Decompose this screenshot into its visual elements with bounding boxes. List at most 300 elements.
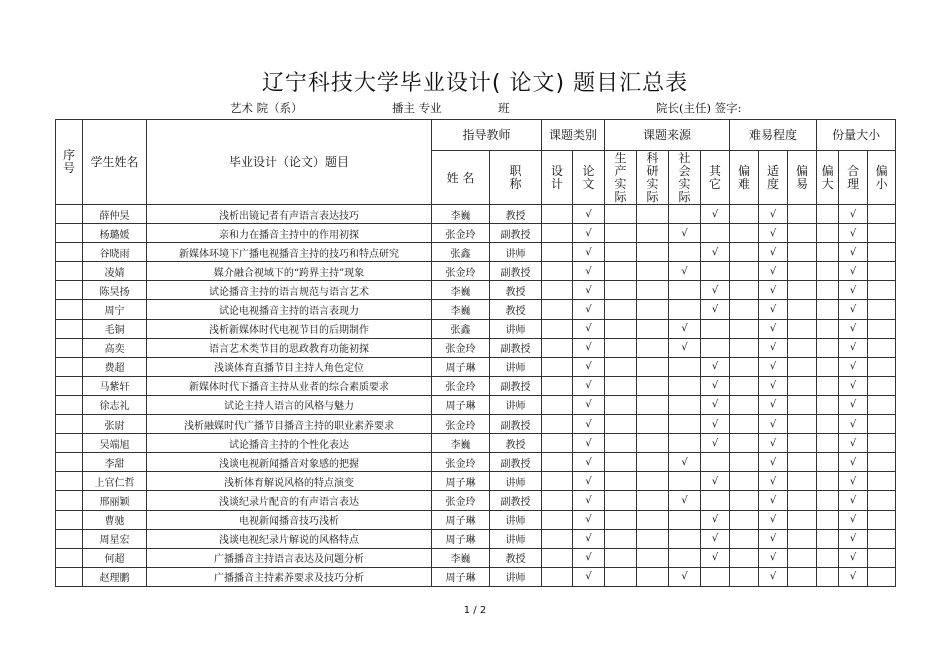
cell-workload-large (817, 453, 839, 472)
table-row (56, 453, 896, 472)
cell-workload-reasonable: √ (839, 319, 868, 338)
cell-advisor-name: 李巍 (432, 548, 490, 567)
cell-advisor-name: 张鑫 (432, 319, 490, 338)
cell-workload-reasonable: √ (839, 415, 868, 434)
cell-source-research (637, 338, 669, 357)
cell-difficulty-hard (730, 300, 759, 319)
cell-advisor-title: 教授 (490, 548, 542, 567)
cell-advisor-title: 副教授 (490, 338, 542, 357)
cell-type-design (542, 415, 573, 434)
cell-source-research (637, 415, 669, 434)
cell-difficulty-hard (730, 548, 759, 567)
header-source-research: 科研实际 (637, 151, 669, 205)
cell-type-design (542, 205, 573, 224)
cell-source-research (637, 472, 669, 491)
cell-difficulty-hard (730, 434, 759, 453)
cell-advisor-name: 张金玲 (432, 224, 490, 243)
cell-student-name: 上官仁哲 (83, 472, 147, 491)
cell-student-name: 张尉 (83, 415, 147, 434)
table-row (56, 567, 896, 586)
cell-advisor-name: 李巍 (432, 281, 490, 300)
cell-type-thesis: √ (573, 567, 605, 586)
cell-type-design (542, 491, 573, 510)
cell-workload-large (817, 567, 839, 586)
cell-advisor-title: 副教授 (490, 262, 542, 281)
cell-advisor-name: 周子琳 (432, 395, 490, 414)
cell-workload-large (817, 319, 839, 338)
cell-difficulty-hard (730, 453, 759, 472)
cell-difficulty-moderate: √ (759, 281, 788, 300)
header-advisor: 指导教师 (432, 120, 542, 151)
cell-source-production (605, 243, 637, 262)
header-difficulty: 难易程度 (730, 120, 817, 151)
table-row (56, 281, 896, 300)
cell-topic: 浅谈纪录片配音的有声语言表达 (147, 491, 432, 510)
header-difficulty-moderate: 适度 (759, 151, 788, 205)
cell-difficulty-easy (788, 338, 817, 357)
cell-workload-large (817, 376, 839, 395)
cell-source-other (701, 262, 730, 281)
cell-difficulty-easy (788, 205, 817, 224)
table-row (56, 395, 896, 414)
cell-workload-large (817, 224, 839, 243)
cell-workload-small (868, 262, 896, 281)
header-student-name: 学生姓名 (83, 120, 147, 205)
cell-workload-small (868, 205, 896, 224)
cell-seq (56, 472, 83, 491)
cell-workload-small (868, 357, 896, 376)
cell-source-production (605, 281, 637, 300)
class-label: 班 (498, 101, 510, 115)
cell-difficulty-moderate: √ (759, 529, 788, 548)
cell-workload-small (868, 300, 896, 319)
cell-type-thesis: √ (573, 548, 605, 567)
college-label: 艺术 院（系） (230, 101, 303, 115)
cell-type-thesis: √ (573, 415, 605, 434)
cell-source-other (701, 224, 730, 243)
cell-source-other: √ (701, 357, 730, 376)
cell-difficulty-easy (788, 395, 817, 414)
cell-topic: 浅谈体育直播节目主持人角色定位 (147, 357, 432, 376)
cell-difficulty-moderate: √ (759, 243, 788, 262)
cell-source-other: √ (701, 415, 730, 434)
table-row (56, 205, 896, 224)
cell-type-thesis: √ (573, 338, 605, 357)
cell-difficulty-moderate: √ (759, 300, 788, 319)
cell-advisor-name: 周子琳 (432, 510, 490, 529)
cell-type-design (542, 453, 573, 472)
cell-type-thesis: √ (573, 281, 605, 300)
cell-difficulty-moderate: √ (759, 453, 788, 472)
cell-advisor-name: 张鑫 (432, 243, 490, 262)
cell-advisor-title: 讲师 (490, 529, 542, 548)
cell-topic: 广播播音主持素养要求及技巧分析 (147, 567, 432, 586)
cell-difficulty-easy (788, 472, 817, 491)
cell-student-name: 高奕 (83, 338, 147, 357)
cell-workload-reasonable: √ (839, 338, 868, 357)
cell-student-name: 周宁 (83, 300, 147, 319)
cell-source-other (701, 453, 730, 472)
cell-type-thesis: √ (573, 224, 605, 243)
page-title: 辽宁科技大学毕业设计( 论文) 题目汇总表 (261, 71, 689, 96)
cell-source-research (637, 224, 669, 243)
cell-source-research (637, 395, 669, 414)
cell-source-other: √ (701, 472, 730, 491)
cell-advisor-name: 张金玲 (432, 376, 490, 395)
cell-student-name: 费超 (83, 357, 147, 376)
cell-seq (56, 205, 83, 224)
cell-source-other: √ (701, 548, 730, 567)
cell-workload-small (868, 548, 896, 567)
cell-type-design (542, 395, 573, 414)
cell-advisor-name: 周子琳 (432, 472, 490, 491)
cell-student-name: 凌婧 (83, 262, 147, 281)
cell-difficulty-moderate: √ (759, 338, 788, 357)
page-number: 1 / 2 (463, 605, 487, 616)
cell-source-social: √ (669, 224, 701, 243)
table-row (56, 472, 896, 491)
cell-difficulty-moderate: √ (759, 357, 788, 376)
cell-seq (56, 510, 83, 529)
cell-workload-reasonable: √ (839, 357, 868, 376)
cell-source-other (701, 319, 730, 338)
cell-source-other (701, 491, 730, 510)
cell-type-thesis: √ (573, 300, 605, 319)
cell-student-name: 邢丽颖 (83, 491, 147, 510)
cell-source-production (605, 300, 637, 319)
table-row (56, 243, 896, 262)
cell-difficulty-hard (730, 529, 759, 548)
cell-difficulty-easy (788, 376, 817, 395)
cell-difficulty-moderate: √ (759, 510, 788, 529)
cell-advisor-title: 教授 (490, 205, 542, 224)
header-source-production: 生产实际 (605, 151, 637, 205)
cell-difficulty-moderate: √ (759, 567, 788, 586)
cell-workload-small (868, 224, 896, 243)
cell-topic: 浅析出镜记者有声语言表达技巧 (147, 205, 432, 224)
cell-source-research (637, 567, 669, 586)
cell-source-production (605, 357, 637, 376)
header-source-other: 其它 (701, 151, 730, 205)
cell-advisor-title: 副教授 (490, 224, 542, 243)
cell-type-design (542, 338, 573, 357)
cell-seq (56, 300, 83, 319)
cell-workload-small (868, 434, 896, 453)
cell-advisor-name: 李巍 (432, 300, 490, 319)
cell-seq (56, 262, 83, 281)
cell-difficulty-easy (788, 510, 817, 529)
cell-type-design (542, 281, 573, 300)
cell-workload-reasonable: √ (839, 548, 868, 567)
header-source-social: 社会实际 (669, 151, 701, 205)
cell-workload-reasonable: √ (839, 567, 868, 586)
cell-difficulty-easy (788, 262, 817, 281)
cell-seq (56, 415, 83, 434)
cell-difficulty-hard (730, 510, 759, 529)
cell-student-name: 赵理鹏 (83, 567, 147, 586)
cell-source-social: √ (669, 262, 701, 281)
cell-topic: 电视新闻播音技巧浅析 (147, 510, 432, 529)
major-label: 播主 专业 (392, 101, 442, 115)
cell-workload-reasonable: √ (839, 472, 868, 491)
cell-source-research (637, 281, 669, 300)
cell-student-name: 徐志礼 (83, 395, 147, 414)
cell-student-name: 杨璐媛 (83, 224, 147, 243)
cell-workload-reasonable: √ (839, 434, 868, 453)
header-advisor-title: 职称 (490, 151, 542, 205)
cell-source-research (637, 548, 669, 567)
cell-advisor-title: 副教授 (490, 376, 542, 395)
cell-source-other: √ (701, 510, 730, 529)
cell-seq (56, 529, 83, 548)
cell-workload-small (868, 529, 896, 548)
cell-source-social (669, 472, 701, 491)
table-row (56, 415, 896, 434)
cell-difficulty-moderate: √ (759, 262, 788, 281)
cell-type-thesis: √ (573, 319, 605, 338)
cell-student-name: 周星宏 (83, 529, 147, 548)
cell-advisor-title: 教授 (490, 281, 542, 300)
cell-type-design (542, 529, 573, 548)
cell-workload-large (817, 357, 839, 376)
cell-student-name: 曹驰 (83, 510, 147, 529)
cell-difficulty-easy (788, 548, 817, 567)
cell-topic: 语言艺术类节目的思政教育功能初探 (147, 338, 432, 357)
cell-source-production (605, 338, 637, 357)
cell-difficulty-moderate: √ (759, 415, 788, 434)
cell-source-social: √ (669, 338, 701, 357)
cell-student-name: 薛仲昊 (83, 205, 147, 224)
cell-source-research (637, 319, 669, 338)
cell-type-design (542, 262, 573, 281)
cell-type-thesis: √ (573, 529, 605, 548)
cell-difficulty-moderate: √ (759, 376, 788, 395)
cell-workload-small (868, 491, 896, 510)
cell-seq (56, 453, 83, 472)
table-row (56, 224, 896, 243)
cell-source-other (701, 567, 730, 586)
cell-source-social (669, 281, 701, 300)
cell-type-design (542, 567, 573, 586)
cell-source-production (605, 472, 637, 491)
cell-seq (56, 491, 83, 510)
cell-source-other: √ (701, 434, 730, 453)
header-topic-source: 课题来源 (605, 120, 730, 151)
cell-difficulty-moderate: √ (759, 491, 788, 510)
cell-difficulty-moderate: √ (759, 434, 788, 453)
cell-difficulty-hard (730, 338, 759, 357)
header-workload-large: 偏大 (817, 151, 839, 205)
cell-source-research (637, 205, 669, 224)
cell-difficulty-hard (730, 472, 759, 491)
table-row (56, 262, 896, 281)
cell-source-research (637, 529, 669, 548)
cell-workload-small (868, 376, 896, 395)
cell-student-name: 吴端旭 (83, 434, 147, 453)
cell-advisor-name: 周子琳 (432, 567, 490, 586)
cell-source-social (669, 529, 701, 548)
cell-type-thesis: √ (573, 243, 605, 262)
cell-difficulty-moderate: √ (759, 395, 788, 414)
cell-workload-reasonable: √ (839, 205, 868, 224)
cell-topic: 浅析新媒体时代电视节目的后期制作 (147, 319, 432, 338)
cell-difficulty-hard (730, 281, 759, 300)
header-type-thesis: 论文 (573, 151, 605, 205)
cell-workload-large (817, 281, 839, 300)
cell-workload-small (868, 243, 896, 262)
cell-seq (56, 357, 83, 376)
cell-difficulty-easy (788, 357, 817, 376)
cell-advisor-title: 讲师 (490, 243, 542, 262)
cell-source-other: √ (701, 376, 730, 395)
table-row (56, 376, 896, 395)
cell-type-thesis: √ (573, 395, 605, 414)
cell-topic: 浅谈电视新闻播音对象感的把握 (147, 453, 432, 472)
cell-topic: 浅析体育解说风格的特点演变 (147, 472, 432, 491)
cell-difficulty-hard (730, 243, 759, 262)
cell-source-social (669, 300, 701, 319)
cell-workload-reasonable: √ (839, 395, 868, 414)
cell-advisor-name: 李巍 (432, 205, 490, 224)
cell-topic: 新媒体时代下播音主持从业者的综合素质要求 (147, 376, 432, 395)
header-workload-small: 偏小 (868, 151, 896, 205)
header-workload: 份量大小 (817, 120, 896, 151)
cell-student-name: 谷晓雨 (83, 243, 147, 262)
cell-topic: 新媒体环境下广播电视播音主持的技巧和特点研究 (147, 243, 432, 262)
cell-type-thesis: √ (573, 510, 605, 529)
table-row (56, 338, 896, 357)
header-advisor-name: 姓 名 (432, 151, 490, 205)
cell-workload-large (817, 510, 839, 529)
cell-difficulty-easy (788, 319, 817, 338)
cell-difficulty-easy (788, 243, 817, 262)
cell-student-name: 陈昊扬 (83, 281, 147, 300)
cell-student-name: 何超 (83, 548, 147, 567)
cell-seq (56, 319, 83, 338)
cell-source-research (637, 300, 669, 319)
cell-difficulty-hard (730, 376, 759, 395)
cell-seq (56, 548, 83, 567)
cell-workload-large (817, 338, 839, 357)
cell-student-name: 李甜 (83, 453, 147, 472)
cell-source-other: √ (701, 281, 730, 300)
cell-type-thesis: √ (573, 376, 605, 395)
cell-source-production (605, 395, 637, 414)
cell-seq (56, 395, 83, 414)
cell-source-research (637, 262, 669, 281)
header-difficulty-easy: 偏易 (788, 151, 817, 205)
signature-label: 院长(主任) 签字: (656, 101, 742, 115)
header-seq: 序号 (56, 120, 83, 205)
cell-source-social: √ (669, 567, 701, 586)
cell-source-production (605, 319, 637, 338)
cell-seq (56, 376, 83, 395)
cell-source-other: √ (701, 243, 730, 262)
cell-source-social (669, 376, 701, 395)
cell-source-production (605, 434, 637, 453)
cell-advisor-name: 张金玲 (432, 262, 490, 281)
header-type-design: 设计 (542, 151, 573, 205)
cell-workload-large (817, 262, 839, 281)
cell-difficulty-moderate: √ (759, 205, 788, 224)
cell-type-design (542, 510, 573, 529)
cell-workload-large (817, 205, 839, 224)
cell-source-production (605, 205, 637, 224)
cell-source-social (669, 357, 701, 376)
cell-difficulty-hard (730, 262, 759, 281)
cell-type-design (542, 319, 573, 338)
cell-advisor-title: 讲师 (490, 357, 542, 376)
cell-source-research (637, 491, 669, 510)
cell-advisor-title: 讲师 (490, 472, 542, 491)
cell-workload-large (817, 491, 839, 510)
cell-topic: 试论电视播音主持的语言表现力 (147, 300, 432, 319)
cell-source-research (637, 357, 669, 376)
cell-advisor-name: 张金玲 (432, 491, 490, 510)
cell-topic: 试论播音主持的个性化表达 (147, 434, 432, 453)
cell-source-social (669, 243, 701, 262)
cell-source-production (605, 510, 637, 529)
header-topic: 毕业设计（论文）题目 (147, 120, 432, 205)
cell-advisor-name: 周子琳 (432, 357, 490, 376)
cell-difficulty-hard (730, 319, 759, 338)
cell-advisor-name: 周子琳 (432, 529, 490, 548)
cell-seq (56, 567, 83, 586)
cell-topic: 亲和力在播音主持中的作用初探 (147, 224, 432, 243)
cell-topic: 广播播音主持语言表达及问题分析 (147, 548, 432, 567)
cell-workload-reasonable: √ (839, 453, 868, 472)
cell-type-design (542, 300, 573, 319)
cell-difficulty-hard (730, 491, 759, 510)
table-row (56, 300, 896, 319)
cell-type-design (542, 434, 573, 453)
cell-source-production (605, 453, 637, 472)
cell-source-social (669, 548, 701, 567)
cell-difficulty-moderate: √ (759, 548, 788, 567)
cell-type-design (542, 472, 573, 491)
cell-workload-reasonable: √ (839, 243, 868, 262)
cell-type-thesis: √ (573, 491, 605, 510)
cell-student-name: 毛铜 (83, 319, 147, 338)
cell-source-research (637, 243, 669, 262)
cell-source-social (669, 205, 701, 224)
cell-source-production (605, 529, 637, 548)
cell-student-name: 马紫轩 (83, 376, 147, 395)
cell-workload-reasonable: √ (839, 281, 868, 300)
cell-topic: 媒介融合视域下的“跨界主持”现象 (147, 262, 432, 281)
table-row (56, 548, 896, 567)
cell-workload-large (817, 300, 839, 319)
cell-difficulty-easy (788, 453, 817, 472)
cell-seq (56, 281, 83, 300)
cell-source-production (605, 415, 637, 434)
cell-topic: 浅析融媒时代广播节目播音主持的职业素养要求 (147, 415, 432, 434)
header-topic-type: 课题类别 (542, 120, 605, 151)
cell-difficulty-hard (730, 395, 759, 414)
cell-source-social: √ (669, 453, 701, 472)
cell-seq (56, 434, 83, 453)
cell-workload-small (868, 472, 896, 491)
cell-type-thesis: √ (573, 205, 605, 224)
cell-topic: 试论主持人语言的风格与魅力 (147, 395, 432, 414)
cell-advisor-title: 副教授 (490, 453, 542, 472)
cell-source-research (637, 510, 669, 529)
cell-difficulty-hard (730, 357, 759, 376)
cell-source-production (605, 491, 637, 510)
cell-advisor-title: 讲师 (490, 510, 542, 529)
cell-source-social (669, 415, 701, 434)
cell-source-production (605, 567, 637, 586)
